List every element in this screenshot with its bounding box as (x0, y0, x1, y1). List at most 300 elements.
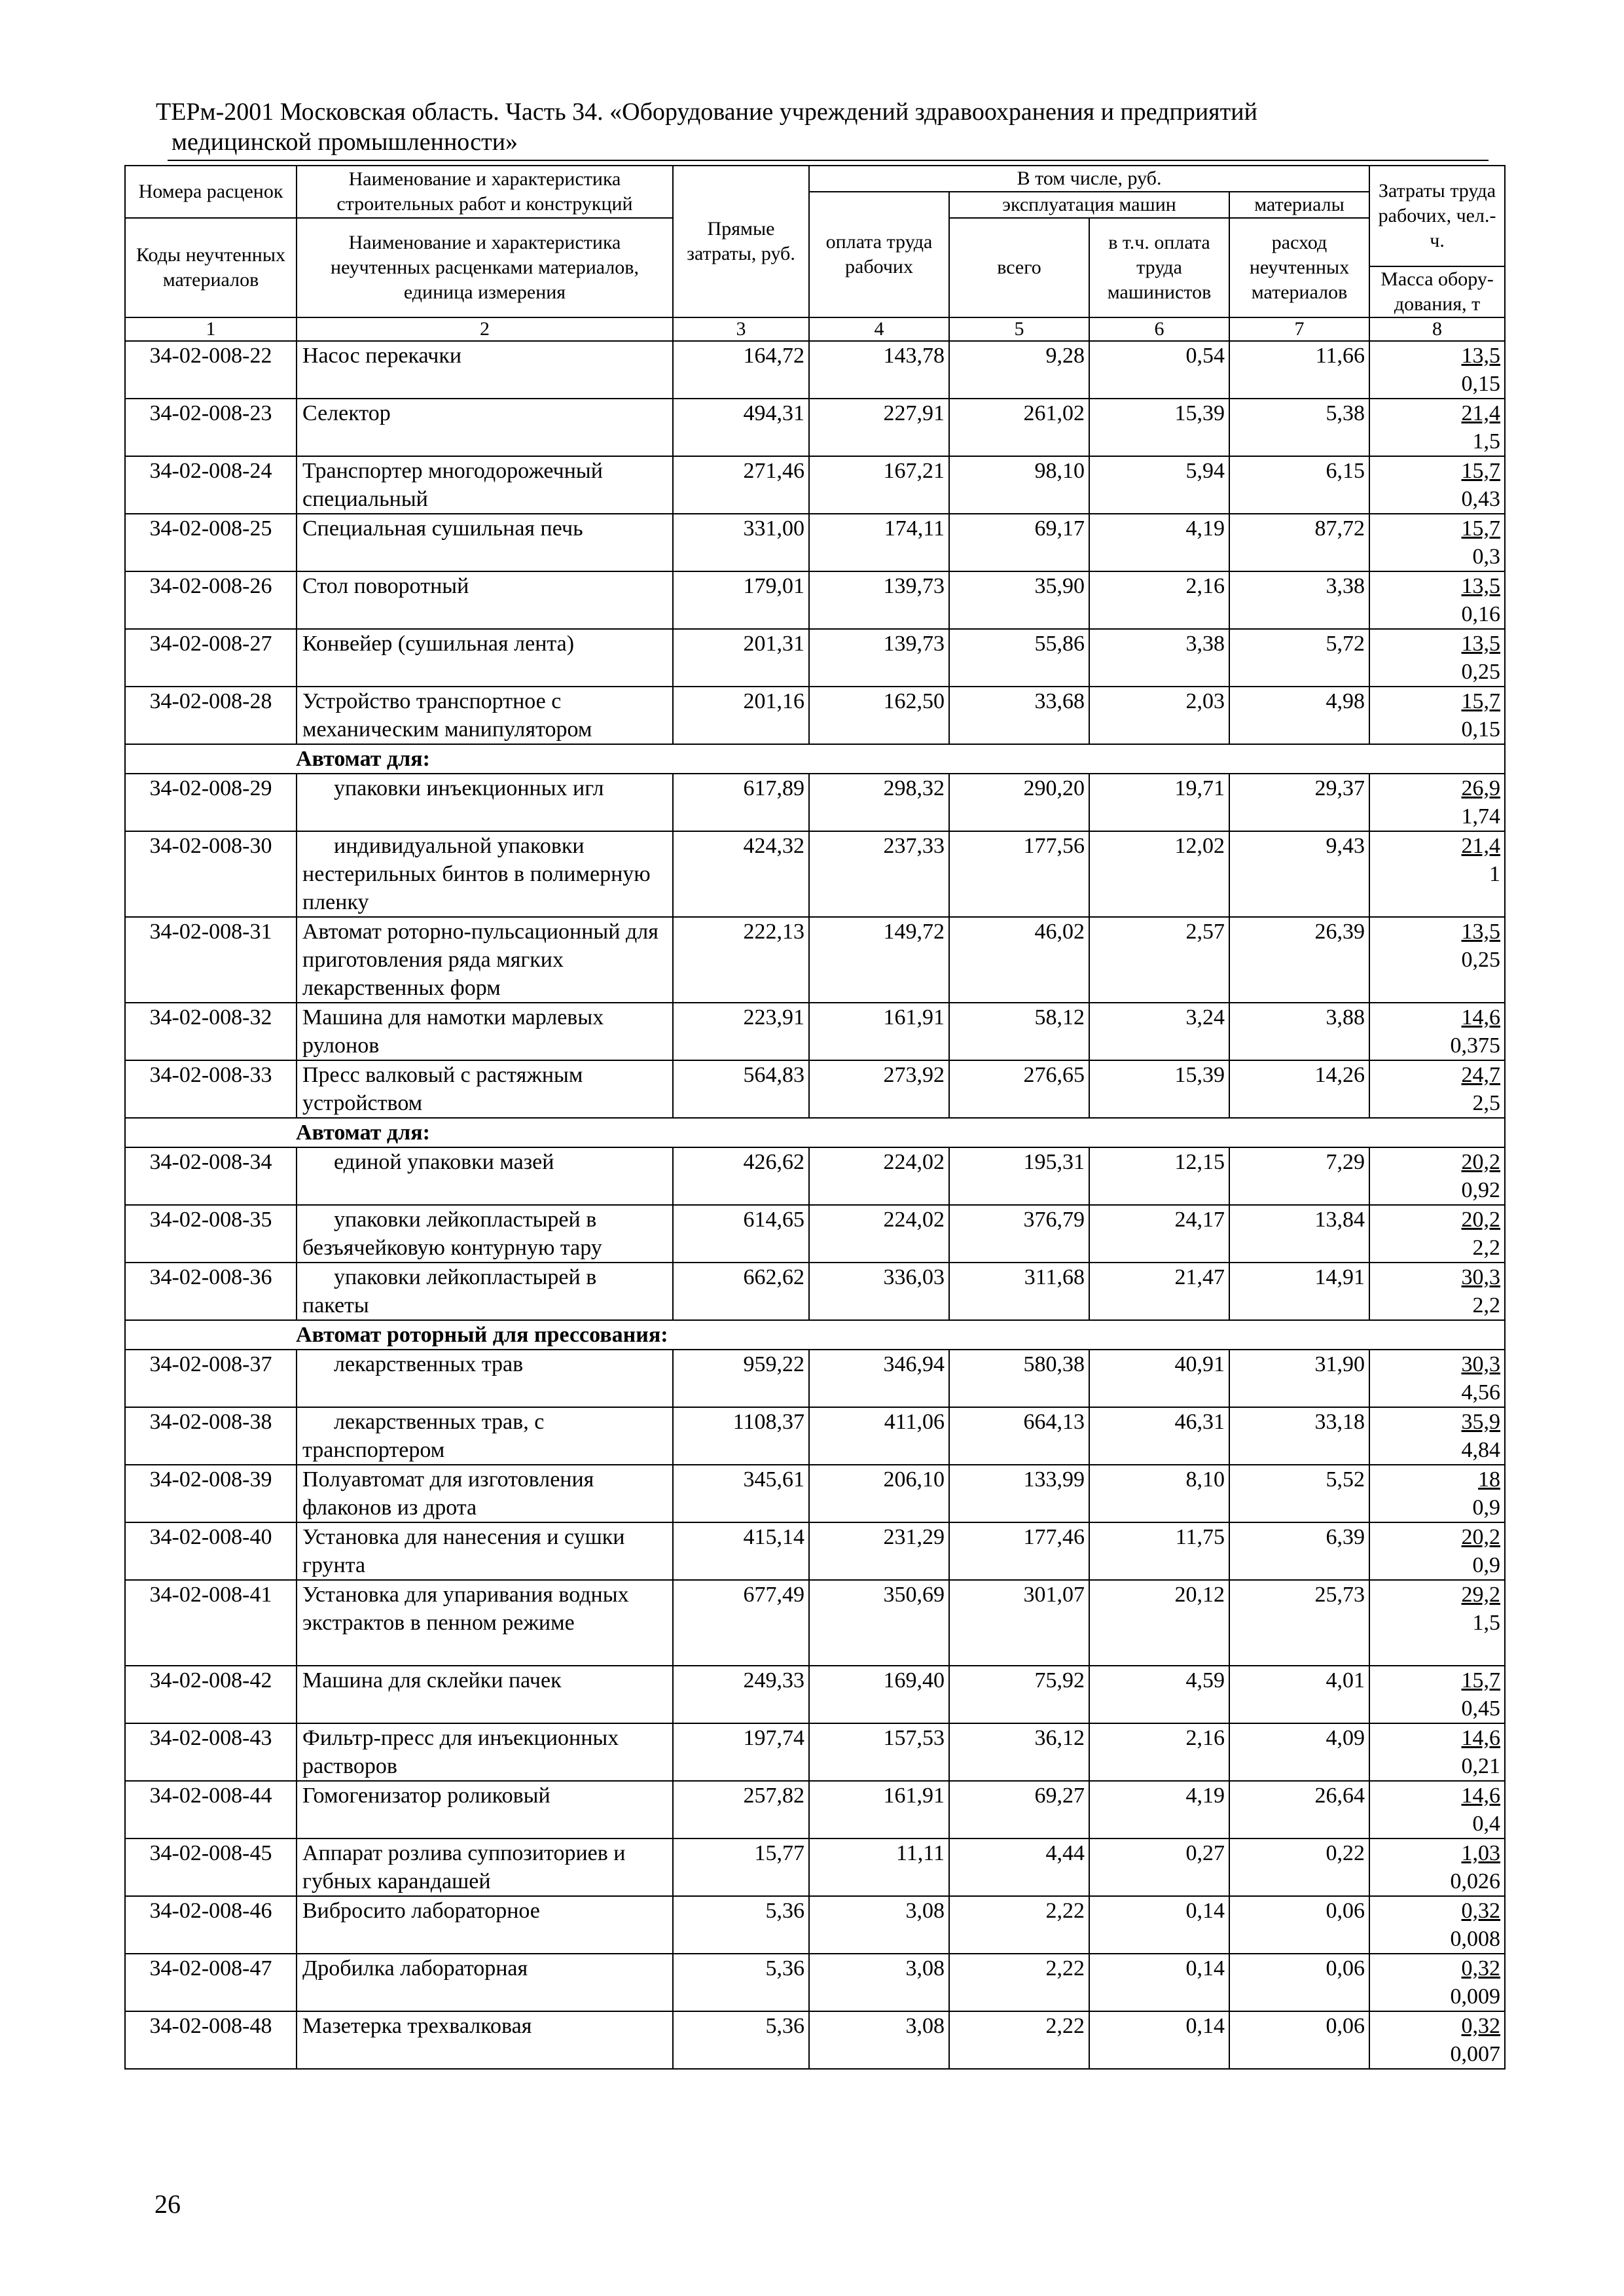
table-row (125, 1350, 1505, 1407)
rate-name (297, 1580, 673, 1666)
header-line-2: медицинской промышленности» (171, 128, 518, 156)
col-head-in-that: В том числе, руб. (809, 166, 1369, 192)
labor-hours: 20,2 (1461, 1208, 1501, 1232)
equipment-mass: 1 (1489, 862, 1501, 886)
machinist-pay: 20,12 (1089, 1580, 1229, 1666)
machines-total: 177,56 (949, 831, 1089, 917)
equipment-mass: 0,15 (1461, 717, 1501, 742)
worker-pay: 273,92 (809, 1060, 949, 1118)
worker-pay: 157,53 (809, 1723, 949, 1781)
group-heading: Автомат для: (125, 1118, 1505, 1147)
rate-name (297, 571, 673, 629)
machinist-pay: 4,19 (1089, 514, 1229, 571)
materials: 5,72 (1229, 629, 1369, 687)
labor-hours-and-mass (1369, 1723, 1505, 1781)
table-row (125, 1465, 1505, 1522)
labor-hours: 21,4 (1461, 401, 1501, 425)
rate-name-text: Установка для нанесения и сушки грунта (302, 1525, 625, 1577)
worker-pay: 3,08 (809, 1954, 949, 2011)
equipment-mass: 0,026 (1450, 1869, 1501, 1893)
machinist-pay: 2,57 (1089, 917, 1229, 1003)
labor-hours-and-mass (1369, 1781, 1505, 1839)
machines-total: 69,27 (949, 1781, 1089, 1839)
col-head-worker-pay: оплата труда рабочих (809, 192, 949, 317)
machinist-pay: 21,47 (1089, 1263, 1229, 1320)
direct-costs: 257,82 (673, 1781, 809, 1839)
rate-code: 34-02-008-26 (125, 571, 297, 629)
header-rule (168, 160, 1489, 161)
materials: 0,06 (1229, 1954, 1369, 2011)
rate-name-text: единой упаковки мазей (334, 1150, 554, 1174)
labor-hours-and-mass (1369, 1896, 1505, 1954)
equipment-mass: 0,4 (1472, 1812, 1501, 1836)
table-row (125, 1522, 1505, 1580)
rate-name (297, 774, 673, 831)
table-header (125, 166, 1505, 341)
machines-total: 664,13 (949, 1407, 1089, 1465)
col-num: 1 (125, 317, 297, 341)
rate-code: 34-02-008-29 (125, 774, 297, 831)
machinist-pay: 0,14 (1089, 1896, 1229, 1954)
col-head-work-name: Наименование и характеристика строительных работ и конструкций (297, 166, 673, 218)
rate-name (297, 456, 673, 514)
labor-hours: 14,6 (1461, 1005, 1501, 1030)
materials: 3,38 (1229, 571, 1369, 629)
equipment-mass: 2,2 (1472, 1293, 1501, 1318)
machinist-pay: 0,27 (1089, 1839, 1229, 1896)
rate-code: 34-02-008-42 (125, 1666, 297, 1723)
rate-code: 34-02-008-46 (125, 1896, 297, 1954)
table-row (125, 514, 1505, 571)
group-heading: Автомат для: (125, 744, 1505, 774)
machines-total: 177,46 (949, 1522, 1089, 1580)
direct-costs: 222,13 (673, 917, 809, 1003)
machines-total: 311,68 (949, 1263, 1089, 1320)
equipment-mass: 4,56 (1461, 1380, 1501, 1405)
table-row (125, 1147, 1505, 1205)
table-row (125, 1839, 1505, 1896)
machinist-pay: 3,38 (1089, 629, 1229, 687)
col-head-unaccounted-materials: расход неучтенных материалов (1229, 218, 1369, 317)
worker-pay: 139,73 (809, 571, 949, 629)
equipment-mass: 0,45 (1461, 1696, 1501, 1721)
materials: 4,98 (1229, 687, 1369, 744)
table-row (125, 1781, 1505, 1839)
rate-name-text: упаковки лейкопластырей в пакеты (302, 1265, 597, 1318)
labor-hours-and-mass (1369, 1205, 1505, 1263)
materials: 5,52 (1229, 1465, 1369, 1522)
rate-name (297, 1781, 673, 1839)
labor-hours-and-mass (1369, 1954, 1505, 2011)
rate-name-text: Пресс валковый с растяжным устройством (302, 1063, 583, 1115)
machines-total: 58,12 (949, 1003, 1089, 1060)
materials: 87,72 (1229, 514, 1369, 571)
price-table (124, 165, 1506, 2070)
column-numbers (125, 317, 1505, 341)
page-number: 26 (154, 2189, 181, 2219)
equipment-mass: 0,9 (1472, 1496, 1501, 1520)
machinist-pay: 2,03 (1089, 687, 1229, 744)
group-heading: Автомат роторный для прессования: (125, 1320, 1505, 1350)
direct-costs: 614,65 (673, 1205, 809, 1263)
rate-name-text: Машина для склейки пачек (302, 1668, 562, 1693)
col-num: 4 (809, 317, 949, 341)
direct-costs: 331,00 (673, 514, 809, 571)
equipment-mass: 2,5 (1472, 1091, 1501, 1115)
direct-costs: 564,83 (673, 1060, 809, 1118)
direct-costs: 249,33 (673, 1666, 809, 1723)
labor-hours-and-mass (1369, 341, 1505, 399)
table-row (125, 1003, 1505, 1060)
col-head-machines-total: всего (949, 218, 1089, 317)
direct-costs: 201,16 (673, 687, 809, 744)
equipment-mass: 0,92 (1461, 1178, 1501, 1202)
table-row (125, 456, 1505, 514)
rate-name-text: Конвейер (сушильная лента) (302, 632, 575, 656)
direct-costs: 223,91 (673, 1003, 809, 1060)
rate-code: 34-02-008-39 (125, 1465, 297, 1522)
machinist-pay: 0,14 (1089, 2011, 1229, 2069)
table-row (125, 1205, 1505, 1263)
rate-code: 34-02-008-30 (125, 831, 297, 917)
direct-costs: 617,89 (673, 774, 809, 831)
col-head-machines: эксплуатация машин (949, 192, 1229, 218)
machines-total: 4,44 (949, 1839, 1089, 1896)
worker-pay: 336,03 (809, 1263, 949, 1320)
rate-name-text: Автомат роторно-пульсационный для приготовления ряда мягких лекарственных форм (302, 920, 659, 1000)
direct-costs: 677,49 (673, 1580, 809, 1666)
labor-hours-and-mass (1369, 1465, 1505, 1522)
rate-name-text: Гомогенизатор роликовый (302, 1784, 550, 1808)
group-heading-row (125, 744, 1505, 774)
col-head-machinist-pay: в т.ч. оплата труда машинистов (1089, 218, 1229, 317)
machines-total: 46,02 (949, 917, 1089, 1003)
rate-name (297, 1407, 673, 1465)
rate-name-text: лекарственных трав (334, 1352, 524, 1376)
machinist-pay: 15,39 (1089, 399, 1229, 456)
rate-code: 34-02-008-22 (125, 341, 297, 399)
direct-costs: 15,77 (673, 1839, 809, 1896)
machinist-pay: 4,19 (1089, 1781, 1229, 1839)
labor-hours-and-mass (1369, 1839, 1505, 1896)
rate-name-text: упаковки инъекционных игл (334, 776, 604, 800)
worker-pay: 411,06 (809, 1407, 949, 1465)
direct-costs: 5,36 (673, 1954, 809, 2011)
rate-name-text: индивидуальной упаковки нестерильных бинтов в полимерную пленку (302, 834, 651, 914)
rate-name (297, 1522, 673, 1580)
labor-hours-and-mass (1369, 1407, 1505, 1465)
labor-hours: 30,3 (1461, 1265, 1501, 1289)
table-row (125, 1723, 1505, 1781)
labor-hours: 13,5 (1461, 344, 1501, 368)
direct-costs: 494,31 (673, 399, 809, 456)
labor-hours-and-mass (1369, 1522, 1505, 1580)
materials: 25,73 (1229, 1580, 1369, 1666)
equipment-mass: 0,21 (1461, 1754, 1501, 1778)
materials: 0,22 (1229, 1839, 1369, 1896)
table-row (125, 399, 1505, 456)
labor-hours: 29,2 (1461, 1583, 1501, 1607)
materials: 0,06 (1229, 1896, 1369, 1954)
labor-hours: 15,7 (1461, 459, 1501, 483)
direct-costs: 201,31 (673, 629, 809, 687)
labor-hours: 15,7 (1461, 516, 1501, 541)
rate-code: 34-02-008-34 (125, 1147, 297, 1205)
rate-name-text: Фильтр-пресс для инъекционных растворов (302, 1726, 619, 1778)
rate-name-text: Устройство транспортное с механическим манипулятором (302, 689, 592, 742)
labor-hours: 35,9 (1461, 1410, 1501, 1434)
worker-pay: 167,21 (809, 456, 949, 514)
direct-costs: 345,61 (673, 1465, 809, 1522)
rate-code: 34-02-008-37 (125, 1350, 297, 1407)
machines-total: 290,20 (949, 774, 1089, 831)
machinist-pay: 12,02 (1089, 831, 1229, 917)
materials: 13,84 (1229, 1205, 1369, 1263)
equipment-mass: 0,25 (1461, 948, 1501, 972)
direct-costs: 197,74 (673, 1723, 809, 1781)
machinist-pay: 24,17 (1089, 1205, 1229, 1263)
worker-pay: 224,02 (809, 1147, 949, 1205)
machines-total: 55,86 (949, 629, 1089, 687)
col-head-equipment-mass: Масса обору-дования, т (1369, 266, 1505, 317)
direct-costs: 164,72 (673, 341, 809, 399)
rate-name-text: Селектор (302, 401, 391, 425)
labor-hours: 1,03 (1461, 1841, 1501, 1865)
equipment-mass: 2,2 (1472, 1236, 1501, 1260)
rate-name (297, 1003, 673, 1060)
equipment-mass: 0,007 (1450, 2042, 1501, 2066)
machines-total: 376,79 (949, 1205, 1089, 1263)
table-row (125, 1580, 1505, 1666)
machinist-pay: 5,94 (1089, 456, 1229, 514)
worker-pay: 350,69 (809, 1580, 949, 1666)
rate-name (297, 1350, 673, 1407)
table-row (125, 341, 1505, 399)
machines-total: 69,17 (949, 514, 1089, 571)
machinist-pay: 4,59 (1089, 1666, 1229, 1723)
rate-name-text: Установка для упаривания водных экстрактов в пенном режиме (302, 1583, 629, 1635)
equipment-mass: 0,009 (1450, 1984, 1501, 2009)
rate-code: 34-02-008-44 (125, 1781, 297, 1839)
worker-pay: 143,78 (809, 341, 949, 399)
equipment-mass: 0,3 (1472, 545, 1501, 569)
rate-name (297, 831, 673, 917)
rate-name (297, 1147, 673, 1205)
machinist-pay: 0,14 (1089, 1954, 1229, 2011)
col-head-materials: материалы (1229, 192, 1369, 218)
machinist-pay: 0,54 (1089, 341, 1229, 399)
col-head-direct-costs: Прямые затраты, руб. (673, 166, 809, 317)
labor-hours-and-mass (1369, 399, 1505, 456)
machinist-pay: 15,39 (1089, 1060, 1229, 1118)
labor-hours: 15,7 (1461, 1668, 1501, 1693)
direct-costs: 179,01 (673, 571, 809, 629)
machines-total: 9,28 (949, 341, 1089, 399)
machinist-pay: 3,24 (1089, 1003, 1229, 1060)
worker-pay: 11,11 (809, 1839, 949, 1896)
rate-name-text: Насос перекачки (302, 344, 462, 368)
col-num: 6 (1089, 317, 1229, 341)
rate-code: 34-02-008-43 (125, 1723, 297, 1781)
labor-hours: 18 (1478, 1467, 1501, 1492)
rate-name (297, 1723, 673, 1781)
materials: 26,39 (1229, 917, 1369, 1003)
machinist-pay: 2,16 (1089, 1723, 1229, 1781)
rate-name-text: Аппарат розлива суппозиториев и губных карандашей (302, 1841, 626, 1893)
machinist-pay: 8,10 (1089, 1465, 1229, 1522)
materials: 6,39 (1229, 1522, 1369, 1580)
rate-name (297, 1666, 673, 1723)
machines-total: 2,22 (949, 1896, 1089, 1954)
labor-hours-and-mass (1369, 917, 1505, 1003)
machines-total: 98,10 (949, 456, 1089, 514)
machines-total: 301,07 (949, 1580, 1089, 1666)
rate-code: 34-02-008-41 (125, 1580, 297, 1666)
labor-hours-and-mass (1369, 1263, 1505, 1320)
rate-code: 34-02-008-33 (125, 1060, 297, 1118)
col-num: 8 (1369, 317, 1505, 341)
labor-hours-and-mass (1369, 456, 1505, 514)
rate-code: 34-02-008-25 (125, 514, 297, 571)
col-num: 2 (297, 317, 673, 341)
rate-name (297, 1954, 673, 2011)
rate-code: 34-02-008-35 (125, 1205, 297, 1263)
rate-code: 34-02-008-23 (125, 399, 297, 456)
machines-total: 75,92 (949, 1666, 1089, 1723)
labor-hours-and-mass (1369, 1350, 1505, 1407)
table-body (125, 341, 1505, 2069)
labor-hours: 14,6 (1461, 1784, 1501, 1808)
worker-pay: 3,08 (809, 2011, 949, 2069)
rate-code: 34-02-008-40 (125, 1522, 297, 1580)
table-row (125, 774, 1505, 831)
machinist-pay: 2,16 (1089, 571, 1229, 629)
labor-hours-and-mass (1369, 1003, 1505, 1060)
rate-name (297, 2011, 673, 2069)
labor-hours-and-mass (1369, 2011, 1505, 2069)
rate-name-text: Транспортер многодорожечный специальный (302, 459, 603, 511)
machinist-pay: 19,71 (1089, 774, 1229, 831)
equipment-mass: 1,74 (1461, 804, 1501, 829)
labor-hours-and-mass (1369, 831, 1505, 917)
group-heading-row (125, 1320, 1505, 1350)
equipment-mass: 0,15 (1461, 372, 1501, 396)
materials: 33,18 (1229, 1407, 1369, 1465)
worker-pay: 237,33 (809, 831, 949, 917)
labor-hours-and-mass (1369, 1580, 1505, 1666)
equipment-mass: 1,5 (1472, 1611, 1501, 1635)
group-heading-row (125, 1118, 1505, 1147)
col-head-unaccounted-name: Наименование и характеристика неучтенных расценками материалов, единица измерения (297, 218, 673, 317)
direct-costs: 271,46 (673, 456, 809, 514)
labor-hours-and-mass (1369, 687, 1505, 744)
labor-hours: 26,9 (1461, 776, 1501, 800)
page-header (156, 97, 1498, 157)
materials: 14,26 (1229, 1060, 1369, 1118)
machines-total: 35,90 (949, 571, 1089, 629)
rate-name (297, 399, 673, 456)
materials: 7,29 (1229, 1147, 1369, 1205)
col-num: 7 (1229, 317, 1369, 341)
labor-hours-and-mass (1369, 1147, 1505, 1205)
table-row (125, 687, 1505, 744)
table-row (125, 1954, 1505, 2011)
direct-costs: 426,62 (673, 1147, 809, 1205)
labor-hours: 15,7 (1461, 689, 1501, 713)
col-head-rates: Номера расценок (125, 166, 297, 218)
labor-hours-and-mass (1369, 774, 1505, 831)
rate-name (297, 1205, 673, 1263)
equipment-mass: 4,84 (1461, 1438, 1501, 1462)
labor-hours: 21,4 (1461, 834, 1501, 858)
worker-pay: 224,02 (809, 1205, 949, 1263)
materials: 29,37 (1229, 774, 1369, 831)
machinist-pay: 11,75 (1089, 1522, 1229, 1580)
labor-hours: 20,2 (1461, 1525, 1501, 1549)
rate-code: 34-02-008-38 (125, 1407, 297, 1465)
machines-total: 133,99 (949, 1465, 1089, 1522)
rate-code: 34-02-008-31 (125, 917, 297, 1003)
labor-hours: 24,7 (1461, 1063, 1501, 1087)
rate-name (297, 341, 673, 399)
machines-total: 36,12 (949, 1723, 1089, 1781)
table-row (125, 917, 1505, 1003)
machinist-pay: 40,91 (1089, 1350, 1229, 1407)
rate-name-text: Машина для намотки марлевых рулонов (302, 1005, 604, 1058)
worker-pay: 149,72 (809, 917, 949, 1003)
rate-name (297, 1465, 673, 1522)
rate-name (297, 687, 673, 744)
equipment-mass: 0,43 (1461, 487, 1501, 511)
rate-name (297, 917, 673, 1003)
materials: 14,91 (1229, 1263, 1369, 1320)
materials: 5,38 (1229, 399, 1369, 456)
table-row (125, 629, 1505, 687)
worker-pay: 206,10 (809, 1465, 949, 1522)
direct-costs: 1108,37 (673, 1407, 809, 1465)
rate-name-text: Дробилка лабораторная (302, 1956, 528, 1981)
direct-costs: 424,32 (673, 831, 809, 917)
table-row (125, 1060, 1505, 1118)
equipment-mass: 0,25 (1461, 660, 1501, 684)
rate-code: 34-02-008-32 (125, 1003, 297, 1060)
worker-pay: 227,91 (809, 399, 949, 456)
table-row (125, 571, 1505, 629)
worker-pay: 174,11 (809, 514, 949, 571)
materials: 0,06 (1229, 2011, 1369, 2069)
table-row (125, 1896, 1505, 1954)
materials: 31,90 (1229, 1350, 1369, 1407)
table-row (125, 1407, 1505, 1465)
direct-costs: 662,62 (673, 1263, 809, 1320)
rate-code: 34-02-008-48 (125, 2011, 297, 2069)
rate-name (297, 1263, 673, 1320)
labor-hours-and-mass (1369, 1666, 1505, 1723)
worker-pay: 346,94 (809, 1350, 949, 1407)
rate-code: 34-02-008-36 (125, 1263, 297, 1320)
labor-hours: 13,5 (1461, 632, 1501, 656)
rate-name-text: упаковки лейкопластырей в безъячейковую контурную тару (302, 1208, 602, 1260)
machines-total: 2,22 (949, 2011, 1089, 2069)
worker-pay: 161,91 (809, 1781, 949, 1839)
table-row (125, 831, 1505, 917)
labor-hours: 20,2 (1461, 1150, 1501, 1174)
direct-costs: 5,36 (673, 2011, 809, 2069)
materials: 11,66 (1229, 341, 1369, 399)
materials: 4,01 (1229, 1666, 1369, 1723)
direct-costs: 5,36 (673, 1896, 809, 1954)
direct-costs: 959,22 (673, 1350, 809, 1407)
